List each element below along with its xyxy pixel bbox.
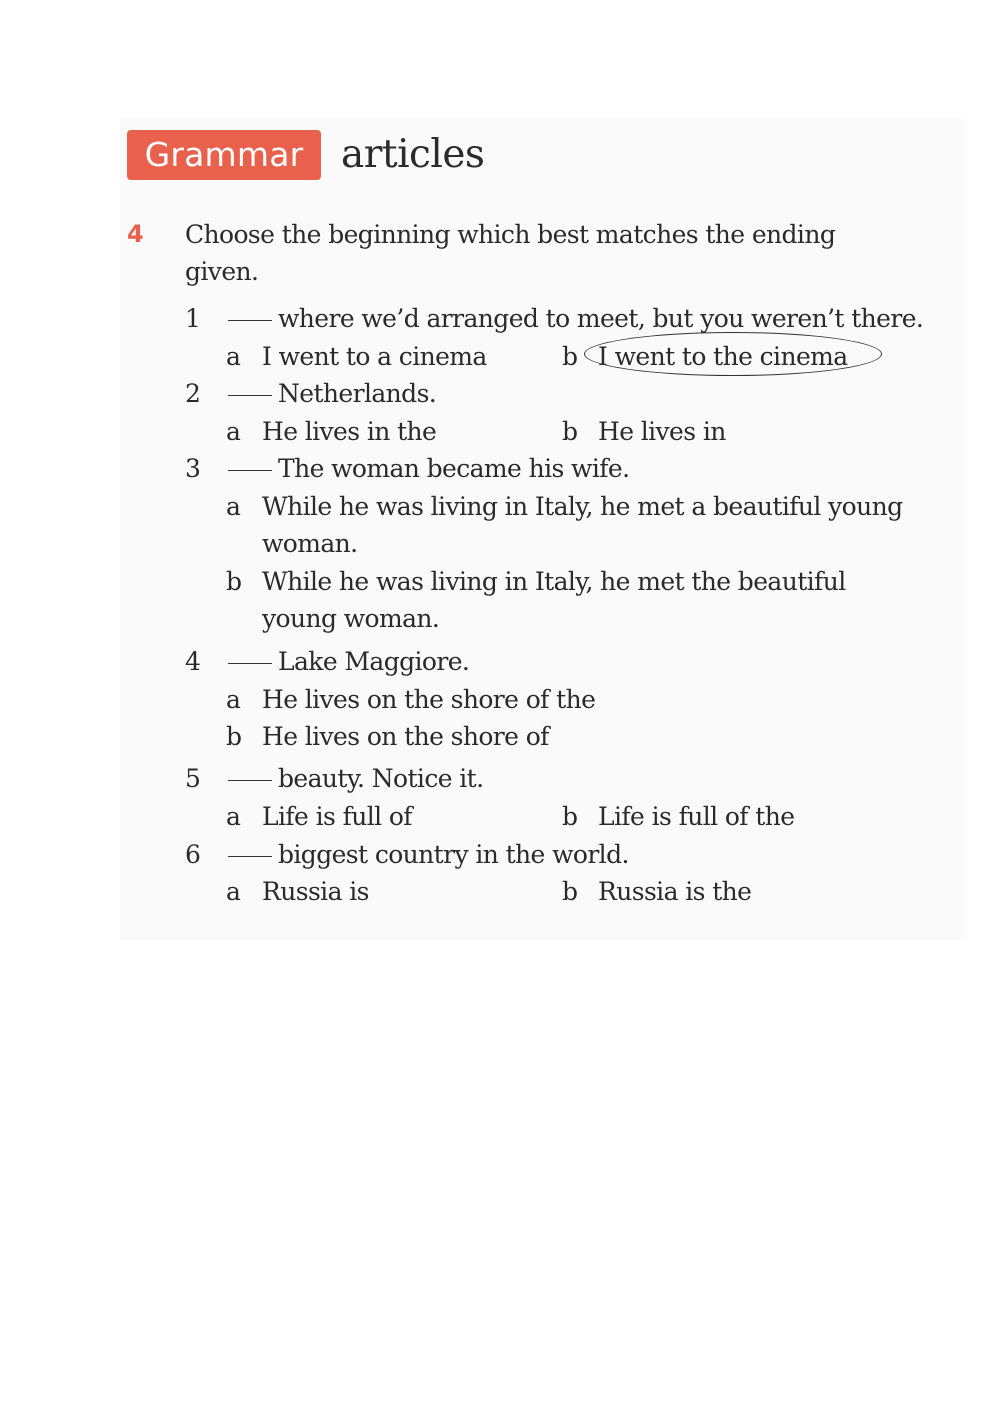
option-letter: a	[226, 342, 241, 371]
option-letter: b	[562, 417, 579, 446]
question-2-option-a[interactable]: He lives in the	[262, 417, 437, 446]
question-2-option-b[interactable]: He lives in	[598, 417, 726, 446]
option-letter: b	[226, 722, 243, 751]
option-letter: b	[226, 567, 243, 596]
option-text: I went to the cinema	[598, 342, 848, 371]
option-letter: a	[226, 877, 241, 906]
grammar-badge: Grammar	[127, 130, 321, 180]
question-number: 6	[185, 840, 201, 869]
option-letter: a	[226, 802, 241, 831]
option-letter: b	[562, 802, 579, 831]
question-6-option-b[interactable]: Russia is the	[598, 877, 752, 906]
question-text: beauty. Notice it.	[278, 764, 484, 793]
question-text: where we’d arranged to meet, but you weren’t there.	[278, 304, 924, 333]
question-number: 4	[185, 647, 201, 676]
question-5-ending	[228, 760, 483, 797]
question-3-option-a[interactable]: While he was living in Italy, he met a beautiful young woman.	[262, 492, 903, 558]
question-text: Netherlands.	[278, 379, 437, 408]
question-number: 1	[185, 304, 201, 333]
question-4-option-a[interactable]: He lives on the shore of the	[262, 685, 596, 714]
question-1-option-b[interactable]	[598, 338, 848, 375]
question-1-ending	[228, 300, 923, 337]
exercise-number: 4	[127, 220, 144, 248]
answer-blank[interactable]	[228, 772, 272, 781]
option-letter: a	[226, 417, 241, 446]
question-number: 3	[185, 454, 201, 483]
question-text: The woman became his wife.	[278, 454, 630, 483]
question-number: 5	[185, 764, 201, 793]
option-letter: a	[226, 685, 241, 714]
option-letter: b	[562, 877, 579, 906]
exercise-instruction: Choose the beginning which best matches the ending given.	[185, 220, 836, 286]
option-letter: b	[562, 342, 579, 371]
question-5-option-b[interactable]: Life is full of the	[598, 802, 795, 831]
question-1-option-a[interactable]: I went to a cinema	[262, 342, 487, 371]
question-3-option-b[interactable]: While he was living in Italy, he met the beautiful young woman.	[262, 567, 846, 633]
answer-blank[interactable]	[228, 312, 272, 321]
question-4-ending	[228, 643, 469, 680]
answer-blank[interactable]	[228, 848, 272, 857]
question-6-option-a[interactable]: Russia is	[262, 877, 369, 906]
answer-blank[interactable]	[228, 655, 272, 664]
question-number: 2	[185, 379, 201, 408]
question-text: biggest country in the world.	[278, 840, 629, 869]
answer-blank[interactable]	[228, 462, 272, 471]
option-letter: a	[226, 492, 241, 521]
question-text: Lake Maggiore.	[278, 647, 470, 676]
question-2-ending	[228, 375, 436, 412]
question-3-ending	[228, 450, 629, 487]
answer-blank[interactable]	[228, 387, 272, 396]
question-6-ending	[228, 836, 629, 873]
question-4-option-b[interactable]: He lives on the shore of	[262, 722, 549, 751]
question-5-option-a[interactable]: Life is full of	[262, 802, 412, 831]
section-title: articles	[341, 132, 485, 177]
